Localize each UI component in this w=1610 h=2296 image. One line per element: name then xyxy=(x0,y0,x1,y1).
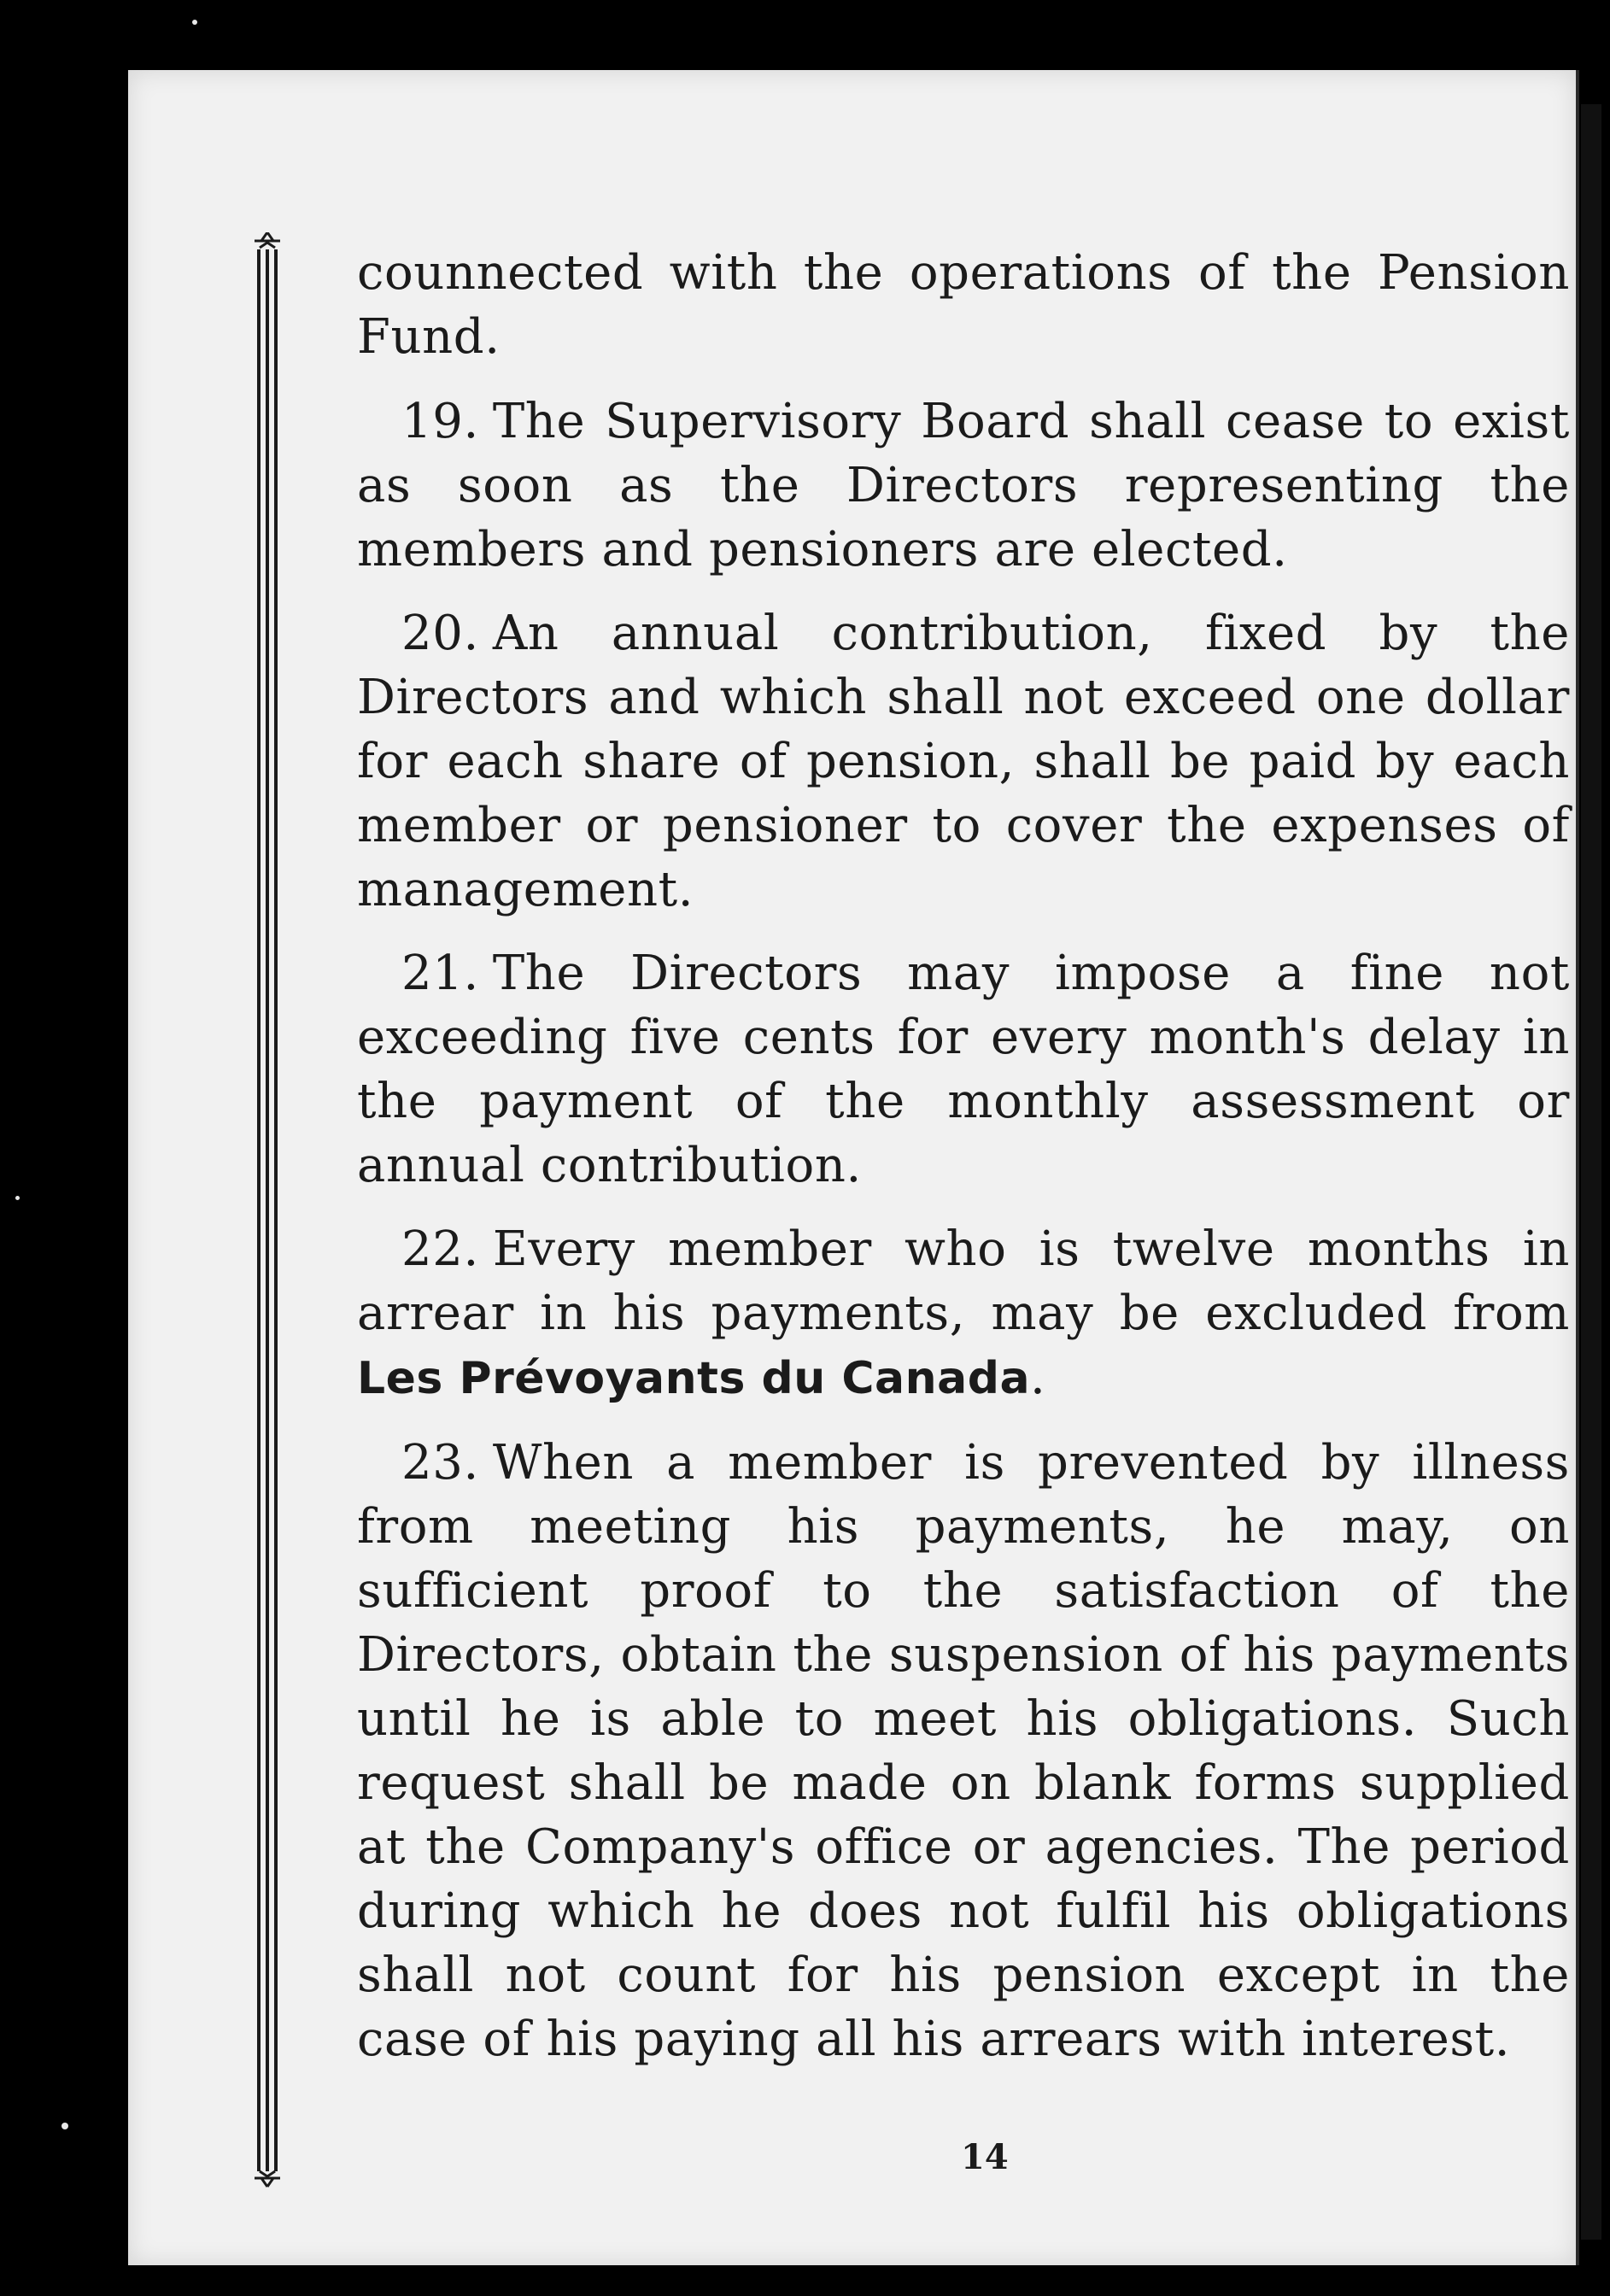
paragraph-20 xyxy=(357,601,1570,922)
paragraph-text: The Directors may impose a fine not exceeding five cents for every month's delay in the payment of the monthly assessment or annual contribution. xyxy=(357,946,1570,1193)
paragraph-text: Every member who is twelve months in arrear in his payments, may be excluded from xyxy=(357,1221,1570,1341)
paragraph-text: The Supervisory Board shall cease to exist as soon as the Directors representing the members and pensioners are elected. xyxy=(357,394,1570,577)
scan-speck xyxy=(192,20,197,25)
paragraph-19 xyxy=(357,390,1570,582)
paragraph-number: 20. xyxy=(401,606,479,661)
paragraph-text: counnected with the operations of the Pension Fund. xyxy=(357,245,1570,365)
paragraph-text: When a member is prevented by illness from meeting his payments, he may, on sufficient proof to the satisfaction of the Directors, obtain the suspension of his payments until he is able to meet his obligations. Such request shall be made on blank forms supplied at the Company's office or agencies. The period during which he does not fulfil his obligations shall not count for his pension except in the case of his paying all his arrears with interest. xyxy=(357,1435,1570,2067)
paragraph-continuation xyxy=(357,241,1570,369)
paragraph-number: 22. xyxy=(401,1221,479,1277)
margin-rule-ornament xyxy=(237,232,297,2188)
paragraph-number: 23. xyxy=(401,1435,479,1491)
page-number: 14 xyxy=(961,2137,1009,2177)
company-name: Les Prévoyants du Canada xyxy=(357,1353,1031,1404)
paragraph-number: 21. xyxy=(401,946,479,1001)
document-text xyxy=(357,241,1570,2091)
paragraph-number: 19. xyxy=(401,394,479,449)
page-edge-shadow xyxy=(1581,104,1601,2240)
paragraph-text: An annual contribution, fixed by the Directors and which shall not exceed one dollar for each share of pension, shall be paid by each member or pensioner to cover the expenses of management. xyxy=(357,606,1570,917)
paragraph-23 xyxy=(357,1431,1570,2071)
document-page xyxy=(128,70,1579,2265)
paragraph-text-end: . xyxy=(1030,1350,1046,1405)
paragraph-21 xyxy=(357,941,1570,1198)
paragraph-22 xyxy=(357,1217,1570,1411)
scan-speck xyxy=(15,1196,20,1200)
scan-speck xyxy=(61,2123,68,2129)
